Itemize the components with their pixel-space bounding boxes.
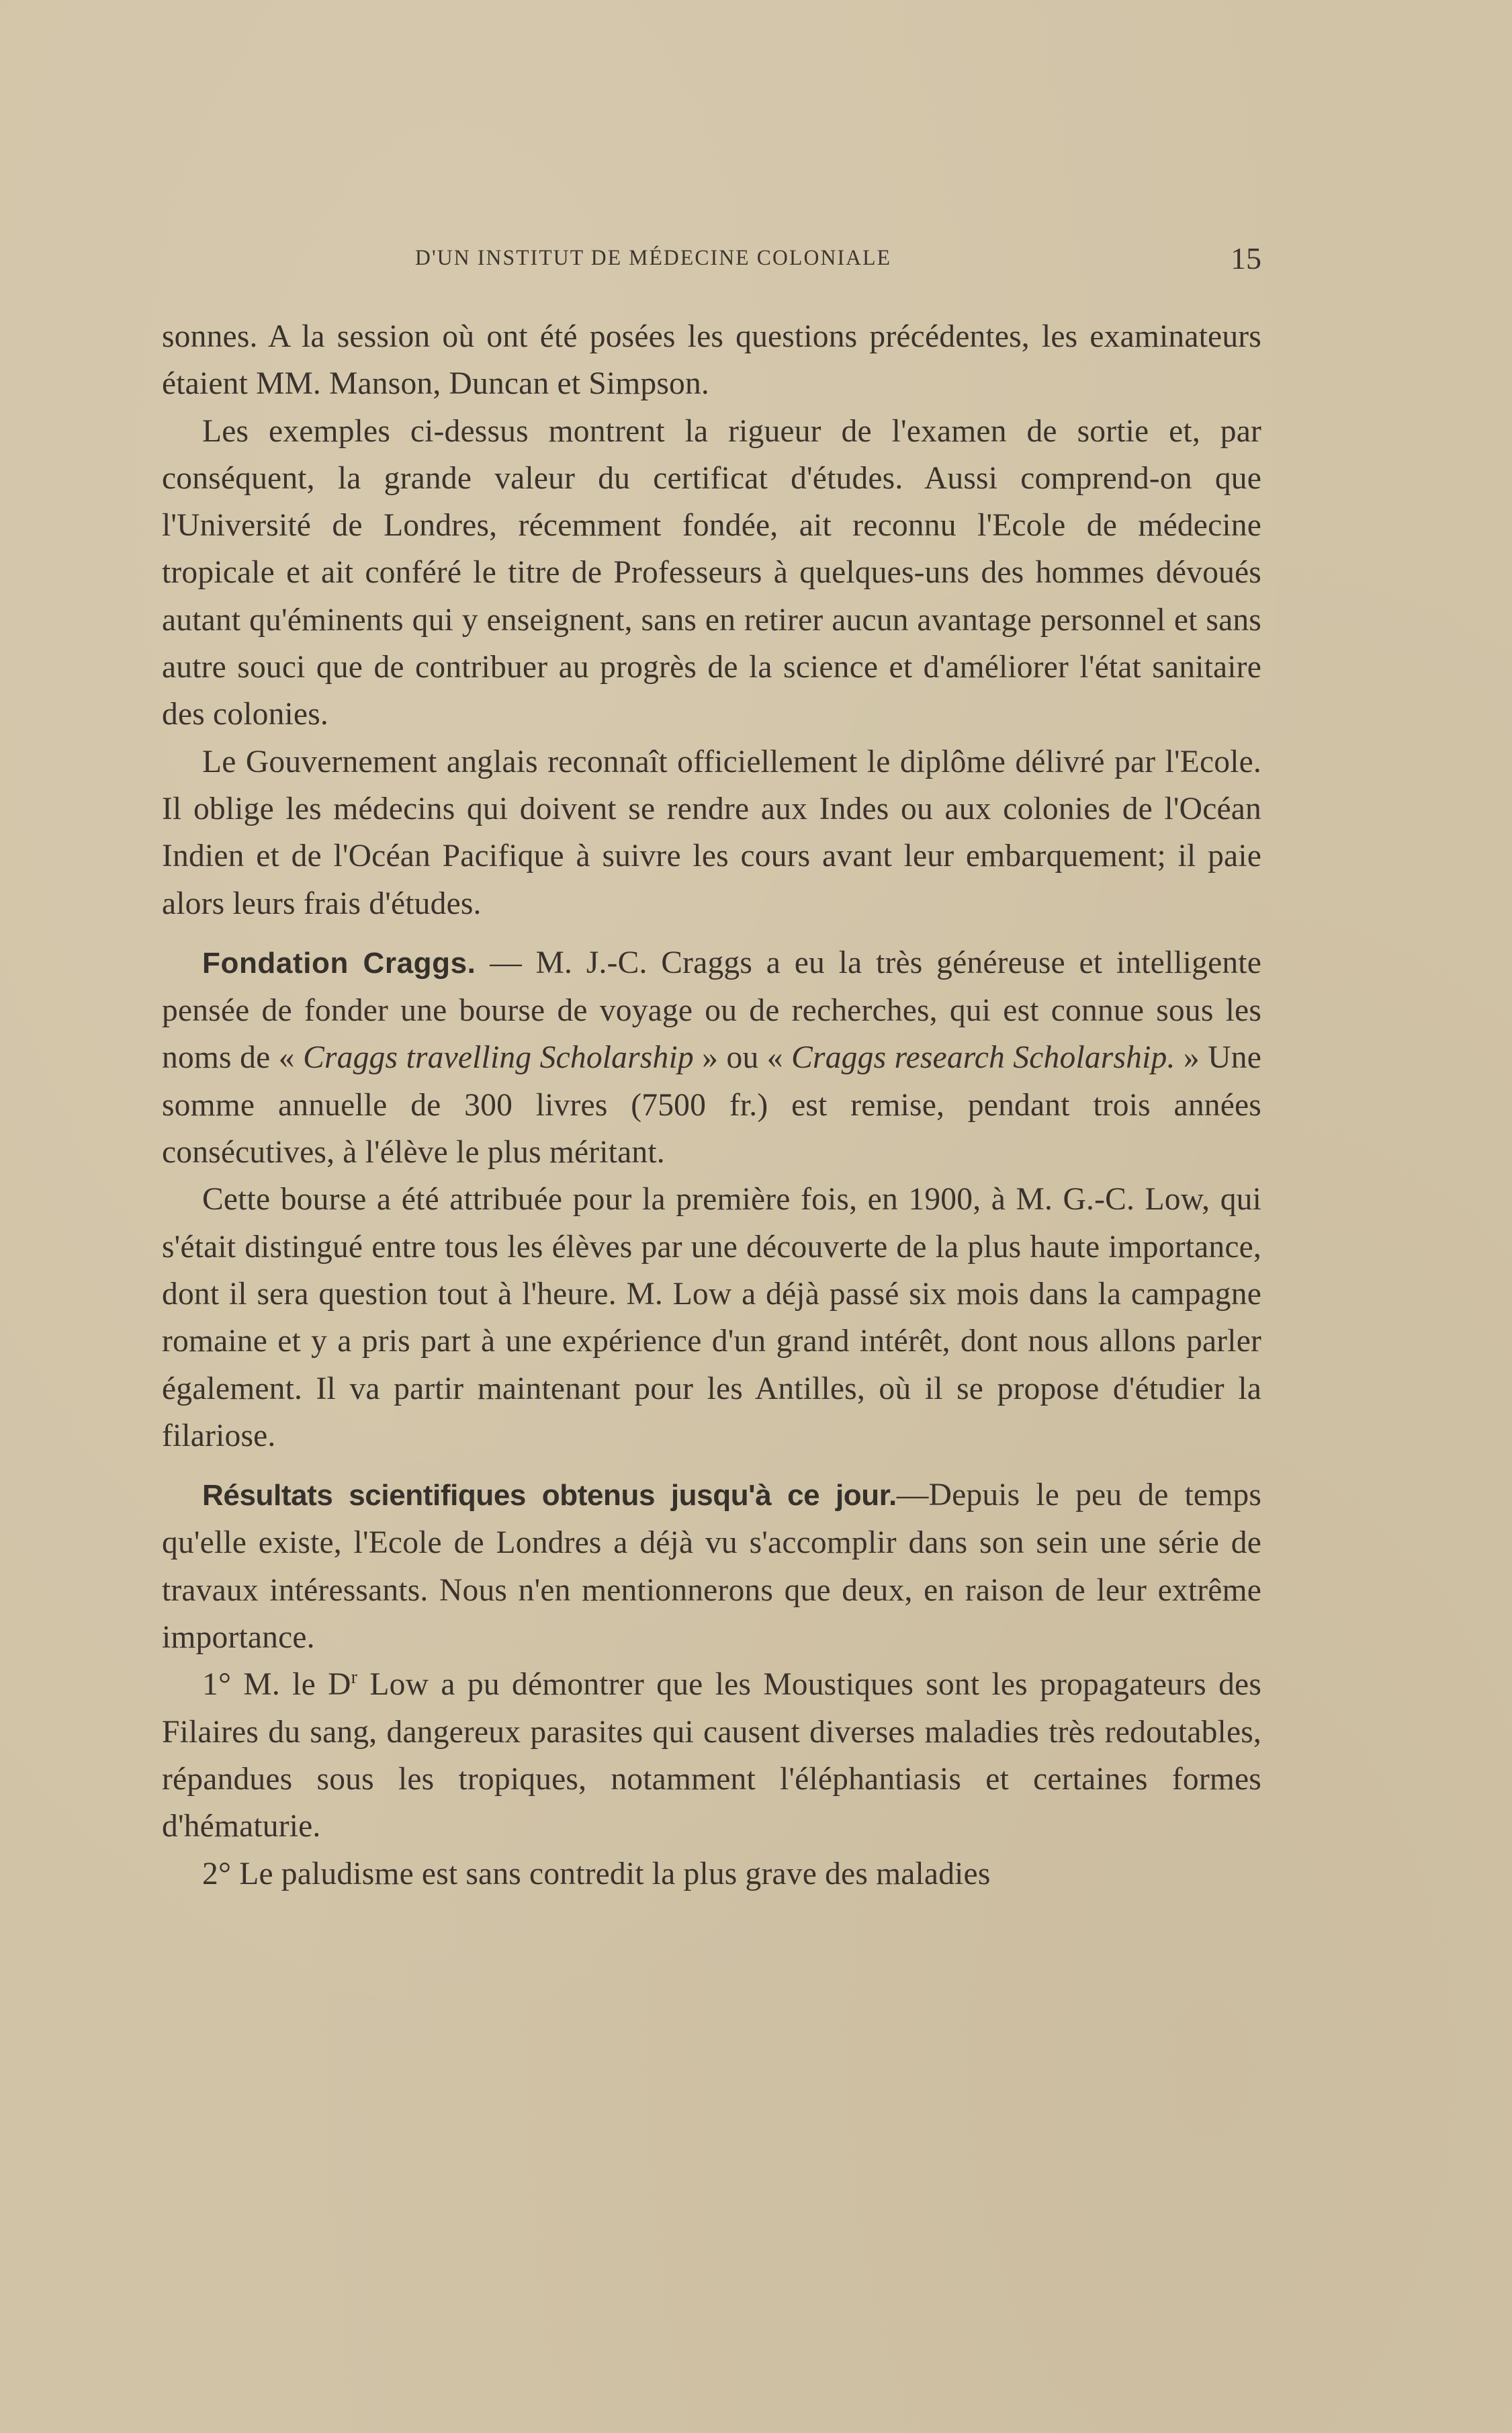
running-head (162, 241, 1261, 274)
paragraph-resultats (162, 1471, 1261, 1661)
paragraph-text: Cette bourse a été attribuée pour la première fois, en 1900, à M. G.-C. Low, qui s'était distingué entre tous les élèves par une découverte de la plus haute importance, dont il sera question tout à l'heure. M. Low a déjà passé six mois dans la campagne romaine et y a pris part à une expérience d'un grand intérêt, dont nous allons parler également. Il va partir maintenant pour les Antilles, où il se propose d'étudier la filariose. (162, 1182, 1261, 1453)
list-item-1 (162, 1661, 1261, 1850)
running-title: D'UN INSTITUT DE MÉDECINE COLONIALE (415, 246, 892, 270)
paragraph-text: » Une somme annuelle de 300 livres (7500 fr.) est remise, pendant trois années consécutives, à l'élève le plus méritant. (162, 1040, 1262, 1170)
body-text (162, 313, 1261, 1897)
superscript: r (351, 1667, 358, 1689)
paragraph-text: — M. J.-C. Craggs a eu la très généreuse et intelligente pensée de fonder une bourse de voyage ou de recherches, qui est connue sous les noms de « (162, 945, 1261, 1076)
paragraph-text: M. le D (231, 1667, 351, 1703)
paragraph-text: Le paludisme est sans contredit la plus grave des maladies (231, 1856, 991, 1891)
paragraph-text: Le Gouvernement anglais reconnaît officiellement le diplôme délivré par l'Ecole. Il oblige les médecins qui doivent se rendre aux Indes ou aux colonies de l'Océan Indien et de l'Océan Pacifique à suivre les cours avant leur embarquement; il paie alors leurs frais d'études. (162, 744, 1261, 921)
paragraph-text: » ou « (693, 1040, 792, 1076)
list-number: 2° (202, 1856, 232, 1891)
paragraph-gouvernement (162, 738, 1261, 927)
paragraph-text: sonnes. A la session où ont été posées les questions précédentes, les examinateurs étaient MM. Manson, Duncan et Simpson. (162, 319, 1261, 402)
paragraph-text: Low a pu démontrer que les Moustiques sont les propagateurs des Filaires du sang, dangereux parasites qui causent diverses maladies très redoutables, répandues sous les tropiques, notamment l'éléphantiasis et certaines formes d'hématurie. (162, 1667, 1262, 1844)
page-number: 15 (1231, 241, 1261, 275)
italic-title: Craggs research Scholarship. (791, 1040, 1175, 1076)
section-heading-resultats: Résultats scientifiques obtenus jusqu'à ce jour. (202, 1479, 897, 1512)
paragraph-bourse (162, 1176, 1261, 1459)
section-heading-fondation: Fondation Craggs. (202, 946, 476, 980)
paragraph-text: —Depuis le peu de temps qu'elle existe, l'Ecole de Londres a déjà vu s'accomplir dans son sein une série de travaux intéressants. Nous n'en mentionnerons que deux, en raison de leur extrême importance. (162, 1478, 1262, 1656)
list-item-2 (162, 1850, 1261, 1897)
paragraph-fondation-craggs (162, 939, 1261, 1176)
italic-title: Craggs travelling Scholarship (303, 1040, 694, 1076)
paragraph-examen (162, 408, 1261, 738)
paragraph-text: Les exemples ci-dessus montrent la rigueur de l'examen de sortie et, par conséquent, la grande valeur du certificat d'études. Aussi comprend-on que l'Université de Londres, récemment fondée, ait reconnu l'Ecole de médecine tropicale et ait conféré le titre de Professeurs à quelques-uns des hommes dévoués autant qu'éminents qui y enseignent, sans en retirer aucun avantage personnel et sans autre souci que de contribuer au progrès de la science et d'améliorer l'état sanitaire des colonies. (162, 413, 1261, 732)
list-number: 1° (202, 1667, 232, 1703)
paragraph-continuation (162, 313, 1261, 408)
